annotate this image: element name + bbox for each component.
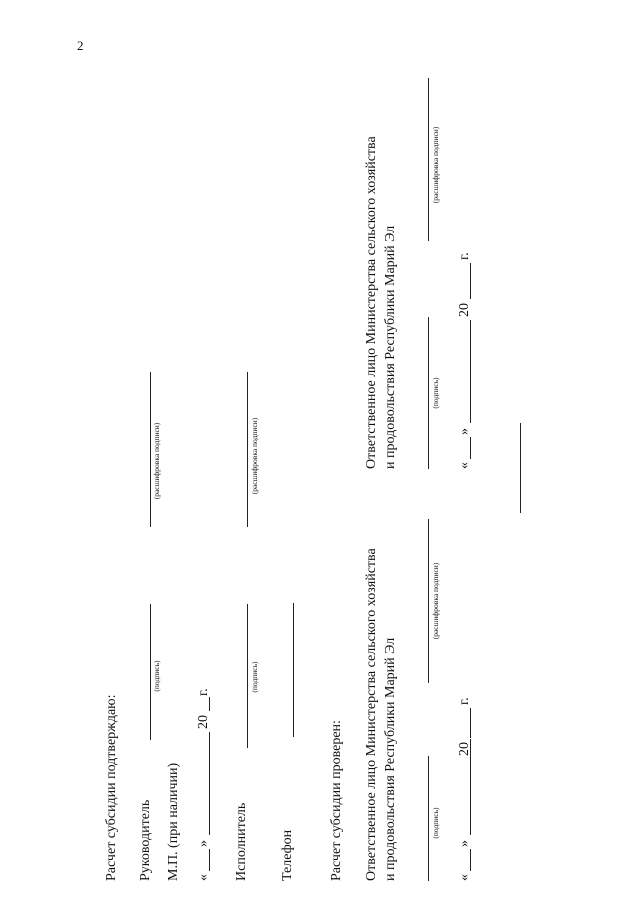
checked-left-decryption-caption: (расшифровка подписи): [431, 562, 440, 640]
checked-left-line2: и продовольствия Республики Марий Эл: [383, 637, 398, 881]
checked-right-month-line: [470, 320, 471, 423]
page-number: 2: [77, 38, 84, 53]
phone-label: Телефон: [280, 829, 295, 881]
executor-decryption-caption: (расшифровка подписи): [250, 417, 259, 495]
checked-left-year-prefix: 20: [457, 742, 472, 756]
head-decryption-caption: (расшифровка подписи): [152, 422, 161, 500]
checked-left-line1: Ответственное лицо Министерства сельского хозяйства: [364, 548, 379, 881]
confirm-date-close-quote: »: [196, 840, 211, 847]
checked-right-day-line: [470, 437, 471, 459]
confirm-date-month-line: [209, 732, 210, 835]
checked-right-year-suffix: г.: [457, 252, 472, 260]
executor-signature-line: [247, 604, 248, 748]
checked-right-signature-line: [428, 317, 429, 469]
executor-signature-caption: (подпись): [250, 661, 259, 693]
executor-decryption-line: [247, 372, 248, 527]
checked-right-year-line: [470, 263, 471, 299]
checked-right-open-quote: «: [457, 462, 472, 469]
confirm-year-prefix: 20: [196, 715, 211, 729]
executor-label: Исполнитель: [234, 802, 249, 881]
checked-right-year-prefix: 20: [457, 303, 472, 317]
checked-right-signature-caption: (подпись): [431, 377, 440, 409]
checked-right-decryption-line: [428, 78, 429, 241]
confirm-heading: Расчет субсидии подтверждаю:: [104, 694, 119, 881]
checked-right-close-quote: »: [457, 428, 472, 435]
checked-right-line2: и продовольствия Республики Марий Эл: [383, 225, 398, 469]
checked-left-year-line: [470, 708, 471, 738]
checked-left-decryption-line: [428, 519, 429, 683]
head-signature-line: [150, 604, 151, 740]
stamp-label: М.П. (при наличии): [166, 762, 181, 881]
head-label: Руководитель: [138, 799, 153, 881]
checked-left-signature-caption: (подпись): [431, 807, 440, 839]
checked-left-signature-line: [428, 756, 429, 881]
checked-left-day-line: [470, 849, 471, 871]
confirm-date-day-line: [209, 849, 210, 871]
checked-heading: Расчет субсидии проверен:: [329, 720, 344, 881]
phone-line: [293, 603, 294, 737]
confirm-year-suffix: г.: [196, 688, 211, 696]
head-decryption-line: [150, 372, 151, 527]
head-signature-caption: (подпись): [152, 660, 161, 692]
divider-line: [520, 423, 521, 513]
confirm-year-line: [209, 697, 210, 711]
checked-right-decryption-caption: (расшифровка подписи): [431, 126, 440, 204]
confirm-date-open-quote: «: [196, 874, 211, 881]
checked-left-open-quote: «: [457, 874, 472, 881]
checked-right-line1: Ответственное лицо Министерства сельского хозяйства: [364, 136, 379, 469]
checked-left-year-suffix: г.: [457, 697, 472, 705]
checked-left-close-quote: »: [457, 840, 472, 847]
